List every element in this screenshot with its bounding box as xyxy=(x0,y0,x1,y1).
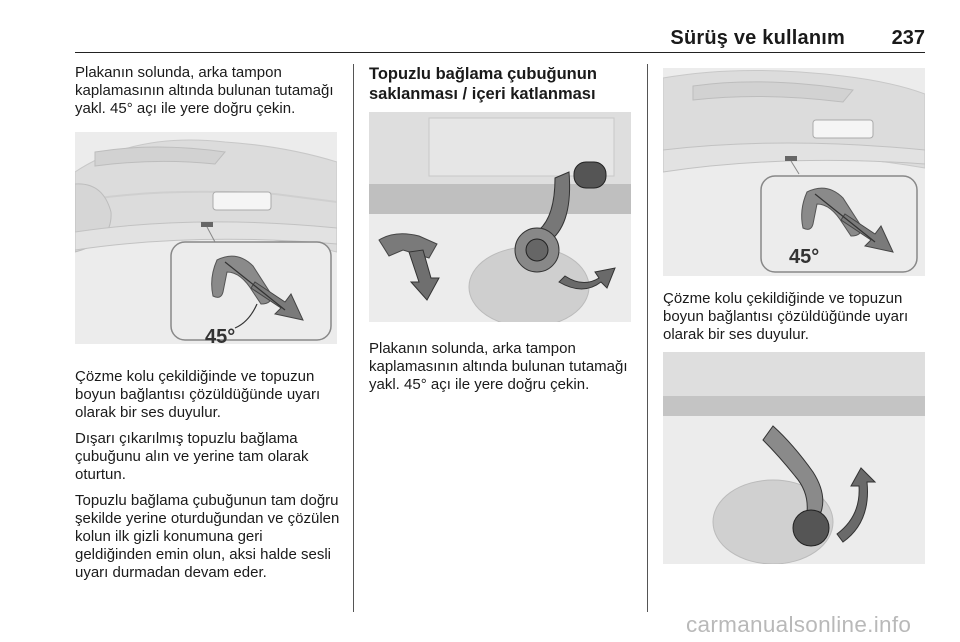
column-divider xyxy=(353,64,354,612)
towbar-fold-figure xyxy=(369,112,631,322)
rear-bumper-release-figure xyxy=(75,132,337,344)
column-3 xyxy=(663,68,929,564)
section-heading: Topuzlu bağlama çubuğunun saklanması / içeri katlanması xyxy=(369,65,597,103)
watermark: carmanualsonline.info xyxy=(686,612,912,637)
paragraph: Dışarı çıkarılmış topuzlu bağlama çubuğunu alın ve yerine tam olarak oturtun. xyxy=(75,430,309,483)
column-1 xyxy=(75,64,343,590)
page-number: 237 xyxy=(891,27,925,49)
page-header xyxy=(75,24,925,53)
column-divider xyxy=(647,64,648,612)
column-2 xyxy=(369,64,633,402)
paragraph: Çözme kolu çekildiğinde ve topuzun boyun bağlantısı çözüldüğünde uyarı olarak bir ses duyulur. xyxy=(663,290,909,343)
paragraph: Plakanın solunda, arka tampon kaplamasının altında bulunan tutamağı yakl. 45° açı ile yere doğru çekin. xyxy=(75,64,334,117)
paragraph: Plakanın solunda, arka tampon kaplamasının altında bulunan tutamağı yakl. 45° açı ile yere doğru çekin. xyxy=(369,340,628,393)
rear-bumper-release-figure xyxy=(663,68,925,276)
figure-angle-label: 45° xyxy=(789,246,820,268)
page-title: Sürüş ve kullanım xyxy=(670,27,845,49)
towbar-ball-figure xyxy=(663,352,925,564)
paragraph: Çözme kolu çekildiğinde ve topuzun boyun bağlantısı çözüldüğünde uyarı olarak bir ses duyulur. xyxy=(75,368,321,421)
figure-angle-label: 45° xyxy=(205,326,236,348)
paragraph: Topuzlu bağlama çubuğunun tam doğru şekilde yerine oturduğundan ve çözülen kolun ilk gizli konumuna geri geldiğinden emin olun, aksi halde sesli uyarı durmadan devam eder. xyxy=(75,492,340,581)
